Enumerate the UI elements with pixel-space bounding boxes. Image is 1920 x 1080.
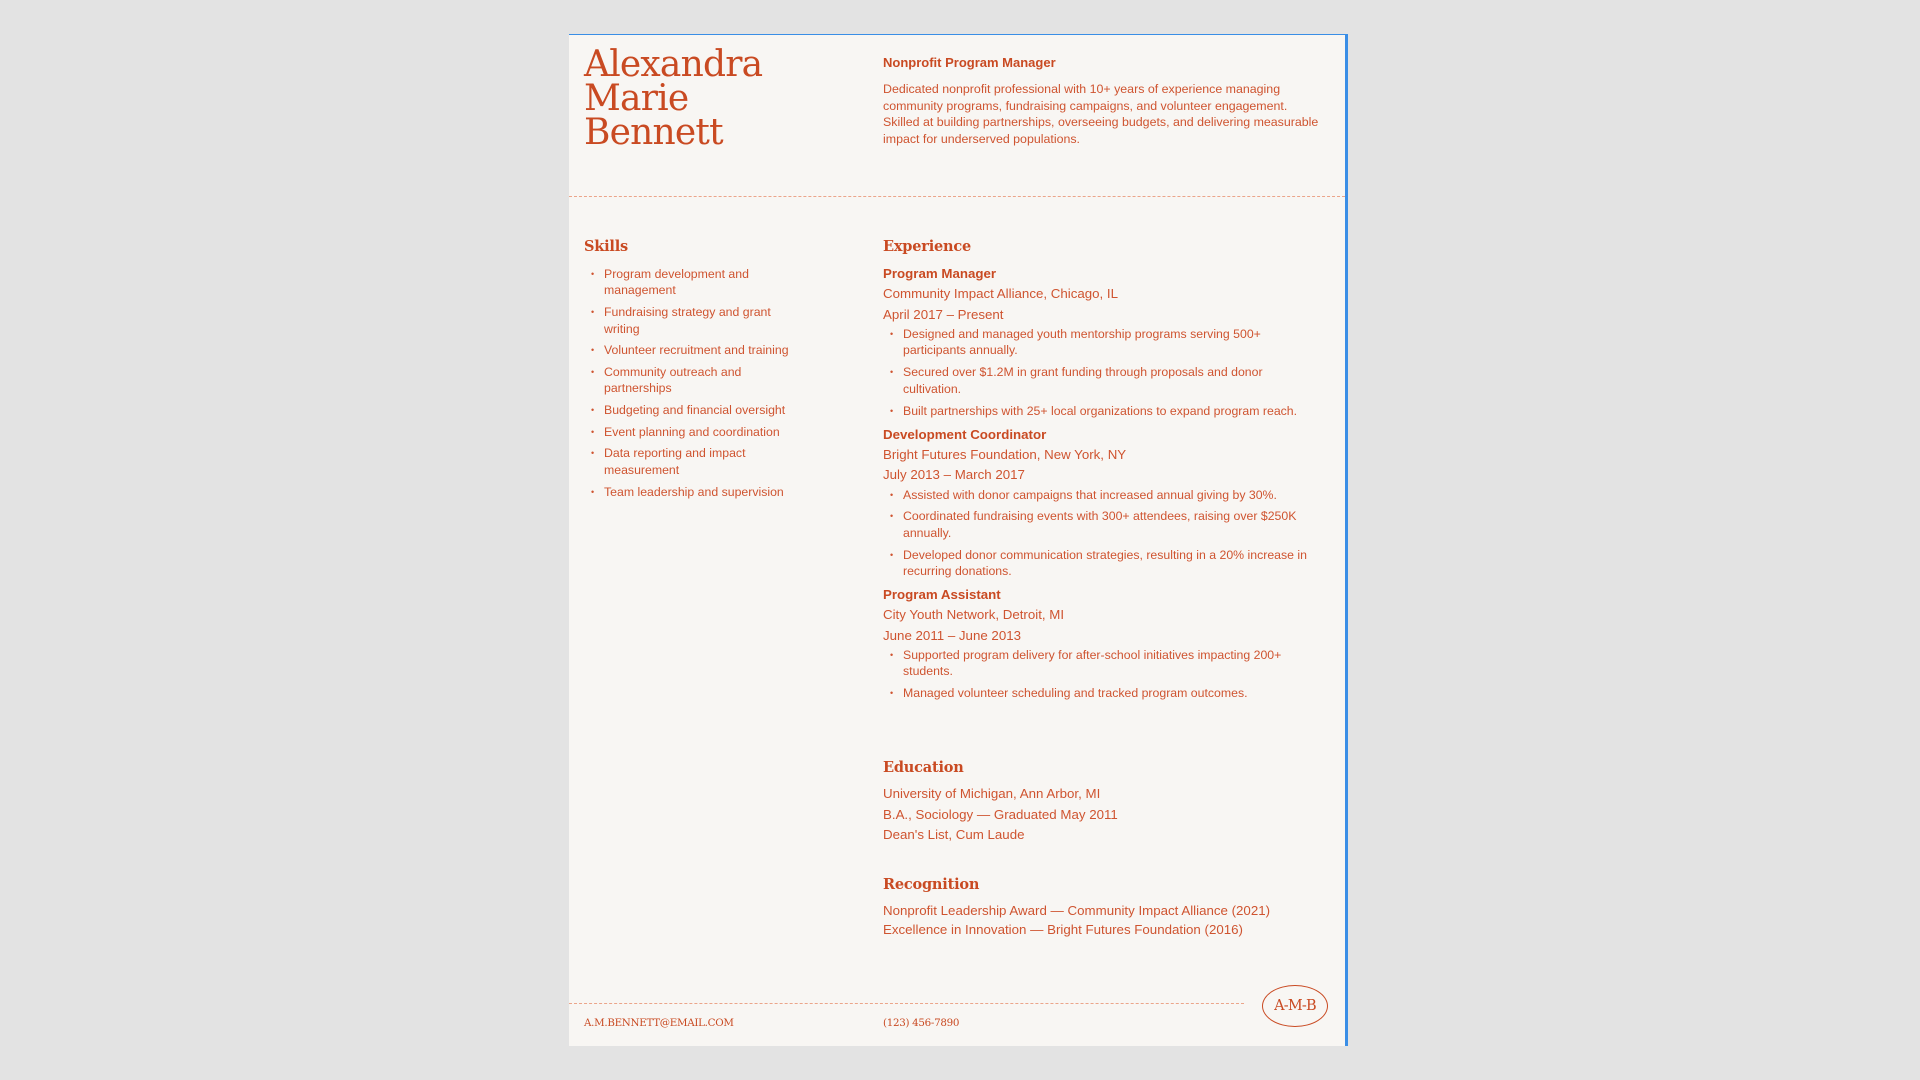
skill-item: • Fundraising strategy and grant writing — [584, 304, 799, 337]
recognition-item: Excellence in Innovation — Bright Futures Foundation (2016) — [883, 922, 1243, 937]
recognition-section — [883, 876, 1333, 939]
skills-heading: Skills — [584, 238, 629, 255]
summary: Dedicated nonprofit professional with 10+ years of experience managing community programs, fundraising campaigns, and volunteer engagement. Skilled at building partnerships, overseeing budgets, and delivering measurable impact for underserved populations. — [883, 82, 1319, 146]
job-dates: April 2017 – Present — [883, 306, 1004, 322]
skill-item: • Budgeting and financial oversight — [584, 402, 799, 418]
contact-email[interactable]: A.M.BENNETT@EMAIL.COM — [584, 1017, 734, 1029]
job-organization: City Youth Network, Detroit, MI — [883, 607, 1065, 623]
job-dates: June 2011 – June 2013 — [883, 627, 1022, 643]
headline: Nonprofit Program Manager — [883, 55, 1056, 70]
name-last: Bennett — [584, 112, 723, 153]
job-dates: July 2013 – March 2017 — [883, 467, 1025, 483]
job-entry — [883, 264, 1333, 419]
job-bullet: • Designed and managed youth mentorship programs serving 500+ participants annually. — [883, 326, 1323, 359]
monogram-text: A-M-B — [1274, 998, 1316, 1014]
skill-item: • Community outreach and partnerships — [584, 364, 799, 397]
education-honors: Dean's List, Cum Laude — [883, 827, 1025, 842]
job-bullet: • Developed donor communication strategies, resulting in a 20% increase in recurring donations. — [883, 547, 1323, 580]
job-title: Program Assistant — [883, 587, 1001, 603]
name-middle: Marie — [584, 78, 689, 119]
job-entry — [883, 425, 1333, 580]
contact-phone[interactable]: (123) 456-7890 — [883, 1017, 960, 1029]
job-bullet: • Secured over $1.2M in grant funding through proposals and donor cultivation. — [883, 364, 1323, 397]
skill-item: • Team leadership and supervision — [584, 484, 799, 500]
job-title: Development Coordinator — [883, 426, 1047, 442]
job-bullet: • Assisted with donor campaigns that increased annual giving by 30%. — [883, 487, 1323, 503]
candidate-name — [584, 44, 763, 153]
job-entry — [883, 585, 1333, 702]
footer-divider — [569, 1003, 1244, 1004]
experience-heading: Experience — [883, 238, 972, 255]
skill-item: • Event planning and coordination — [584, 424, 799, 440]
skill-item: • Volunteer recruitment and training — [584, 342, 799, 358]
job-title: Program Manager — [883, 266, 997, 281]
resume-page — [569, 34, 1348, 1046]
job-organization: Community Impact Alliance, Chicago, IL — [883, 286, 1119, 301]
job-organization: Bright Futures Foundation, New York, NY — [883, 446, 1127, 462]
job-bullet: • Coordinated fundraising events with 300+ attendees, raising over $250K annually. — [883, 508, 1323, 541]
recognition-item: Nonprofit Leadership Award — Community Impact Alliance (2021) — [883, 903, 1271, 918]
job-bullets — [883, 326, 1323, 419]
recognition-heading: Recognition — [883, 876, 980, 893]
skill-item: • Program development and management — [584, 266, 799, 299]
education-heading: Education — [883, 759, 964, 776]
education-section — [883, 759, 1333, 846]
job-bullets — [883, 487, 1323, 580]
education-degree: B.A., Sociology — Graduated May 2011 — [883, 806, 1118, 822]
skill-item: • Data reporting and impact measurement — [584, 445, 799, 478]
education-school: University of Michigan, Ann Arbor, MI — [883, 786, 1101, 801]
name-first: Alexandra — [584, 44, 763, 85]
right-column — [883, 238, 1333, 707]
monogram-badge — [1262, 985, 1328, 1027]
job-bullet: • Supported program delivery for after-school initiatives impacting 200+ students. — [883, 647, 1323, 680]
skills-list — [584, 266, 799, 505]
job-bullet: • Built partnerships with 25+ local organizations to expand program reach. — [883, 403, 1323, 419]
job-bullet: • Managed volunteer scheduling and tracked program outcomes. — [883, 685, 1323, 701]
header-divider — [569, 196, 1345, 197]
job-bullets — [883, 647, 1323, 702]
